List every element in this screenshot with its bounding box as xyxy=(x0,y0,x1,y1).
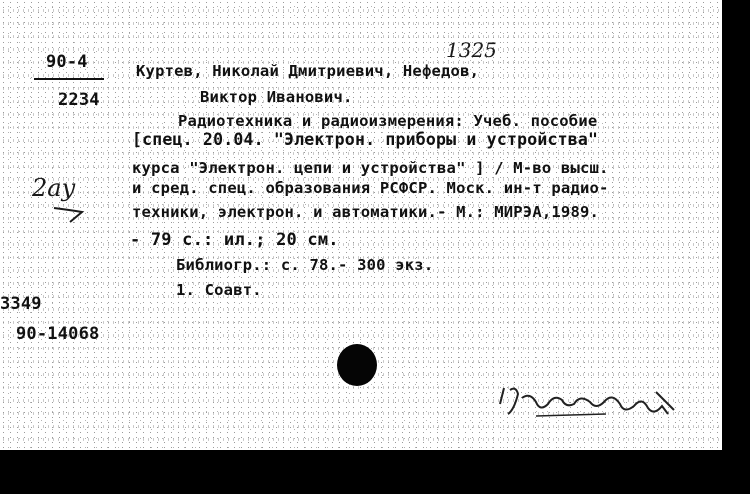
subject-tracing: 1. Соавт. xyxy=(176,281,262,299)
signature-mark xyxy=(496,384,686,424)
handwritten-margin-note: 2ay xyxy=(32,174,76,202)
margin-arrow-icon xyxy=(50,198,90,226)
call-number-bottom: 2234 xyxy=(58,90,100,110)
call-number-divider xyxy=(34,78,104,80)
title-line: Радиотехника и радиоизмерения: Учеб. пособие xyxy=(178,112,598,130)
call-number-top: 90-4 xyxy=(46,52,88,72)
handwritten-signature xyxy=(496,384,686,424)
subtitle-line-1: [спец. 20.04. "Электрон. приборы и устройства" xyxy=(132,130,599,149)
bibliography-note: Библиогр.: с. 78.- 300 экз. xyxy=(176,256,434,274)
subtitle-line-2: курса "Электрон. цепи и устройства" ] / М-во высш. xyxy=(132,159,609,177)
author-line: Куртев, Николай Дмитриевич, Нефедов, xyxy=(136,62,480,80)
handwritten-year: 1325 xyxy=(446,38,497,62)
author-line-cont: Виктор Иванович. xyxy=(200,88,353,106)
registration-number: 90-14068 xyxy=(16,324,100,344)
publisher-line-1: и сред. спец. образования РСФСР. Моск. ин-т радио- xyxy=(132,179,609,197)
physical-description: - 79 с.: ил.; 20 см. xyxy=(130,230,339,250)
card-punch-hole xyxy=(337,344,377,386)
publisher-line-2: техники, электрон. и автоматики.- М.: МИРЭА,1989. xyxy=(132,203,600,221)
accession-number: 3349 xyxy=(0,294,42,314)
